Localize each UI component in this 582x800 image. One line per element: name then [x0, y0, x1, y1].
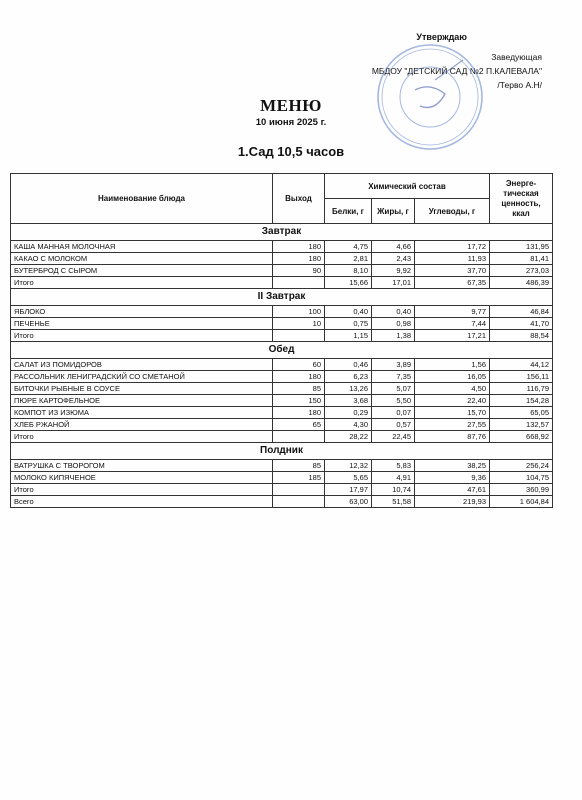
dish-name: КАКАО С МОЛОКОМ	[11, 253, 273, 265]
dish-fat: 5,50	[372, 395, 415, 407]
menu-subtitle: 1.Сад 10,5 часов	[237, 144, 345, 159]
total-label: Итого	[11, 431, 273, 443]
dish-carbs: 9,36	[415, 472, 490, 484]
dish-protein: 0,46	[325, 359, 372, 371]
dish-name: ПЮРЕ КАРТОФЕЛЬНОЕ	[11, 395, 273, 407]
dish-carbs: 16,05	[415, 371, 490, 383]
dish-yield: 150	[273, 395, 325, 407]
dish-fat: 5,07	[372, 383, 415, 395]
dish-protein: 13,26	[325, 383, 372, 395]
dish-yield: 185	[273, 472, 325, 484]
dish-fat: 0,57	[372, 419, 415, 431]
total-protein: 15,66	[325, 277, 372, 289]
dish-protein: 5,65	[325, 472, 372, 484]
dish-fat: 4,91	[372, 472, 415, 484]
dish-protein: 8,10	[325, 265, 372, 277]
total-protein: 28,22	[325, 431, 372, 443]
total-fat: 10,74	[372, 484, 415, 496]
total-energy: 360,99	[490, 484, 553, 496]
table-row	[11, 265, 553, 277]
dish-energy: 46,84	[490, 306, 553, 318]
table-row	[11, 419, 553, 431]
page-title: МЕНЮ	[260, 96, 322, 115]
dish-carbs: 11,93	[415, 253, 490, 265]
dish-yield: 180	[273, 371, 325, 383]
dish-fat: 4,66	[372, 241, 415, 253]
dish-protein: 4,30	[325, 419, 372, 431]
dish-yield: 90	[273, 265, 325, 277]
grand-total-yield-empty	[273, 496, 325, 508]
table-row	[11, 241, 553, 253]
dish-carbs: 1,56	[415, 359, 490, 371]
dish-protein: 3,68	[325, 395, 372, 407]
section-header-row	[11, 289, 553, 306]
total-yield-empty	[273, 277, 325, 289]
section-total-row	[11, 484, 553, 496]
total-carbs: 17,21	[415, 330, 490, 342]
grand-total-carbs: 219,93	[415, 496, 490, 508]
total-energy: 486,39	[490, 277, 553, 289]
menu-table-body	[11, 224, 553, 508]
total-carbs: 67,35	[415, 277, 490, 289]
dish-energy: 41,70	[490, 318, 553, 330]
total-fat: 1,38	[372, 330, 415, 342]
dish-carbs: 27,55	[415, 419, 490, 431]
col-header-chemical: Химический состав	[325, 174, 490, 199]
dish-energy: 116,79	[490, 383, 553, 395]
table-row	[11, 359, 553, 371]
dish-fat: 9,92	[372, 265, 415, 277]
section-title: II Завтрак	[11, 289, 553, 306]
dish-name: САЛАТ ИЗ ПОМИДОРОВ	[11, 359, 273, 371]
dish-carbs: 7,44	[415, 318, 490, 330]
dish-yield: 10	[273, 318, 325, 330]
dish-fat: 2,43	[372, 253, 415, 265]
dish-name: КАША МАННАЯ МОЛОЧНАЯ	[11, 241, 273, 253]
col-header-carbs: Углеводы, г	[415, 199, 490, 224]
dish-protein: 6,23	[325, 371, 372, 383]
approval-organization: МБДОУ "ДЕТСКИЙ САД №2 П.КАЛЕВАЛА"	[371, 66, 542, 76]
total-label: Итого	[11, 277, 273, 289]
document-header	[0, 96, 582, 159]
menu-table	[10, 173, 553, 508]
dish-energy: 65,05	[490, 407, 553, 419]
grand-total-energy: 1 604,84	[490, 496, 553, 508]
total-label: Итого	[11, 484, 273, 496]
table-row	[11, 253, 553, 265]
table-row	[11, 383, 553, 395]
dish-energy: 131,95	[490, 241, 553, 253]
section-title: Полдник	[11, 443, 553, 460]
col-header-protein: Белки, г	[325, 199, 372, 224]
table-row	[11, 395, 553, 407]
section-header-row	[11, 224, 553, 241]
dish-protein: 0,40	[325, 306, 372, 318]
total-energy: 668,92	[490, 431, 553, 443]
menu-date: 10 июня 2025 г.	[255, 117, 327, 128]
dish-carbs: 15,70	[415, 407, 490, 419]
dish-protein: 12,32	[325, 460, 372, 472]
grand-total-row	[11, 496, 553, 508]
table-row	[11, 407, 553, 419]
dish-yield: 100	[273, 306, 325, 318]
grand-total-label: Всего	[11, 496, 273, 508]
dish-yield: 60	[273, 359, 325, 371]
section-total-row	[11, 330, 553, 342]
total-yield-empty	[273, 484, 325, 496]
total-label: Итого	[11, 330, 273, 342]
dish-yield: 180	[273, 253, 325, 265]
dish-fat: 0,40	[372, 306, 415, 318]
dish-energy: 104,75	[490, 472, 553, 484]
dish-yield: 65	[273, 419, 325, 431]
dish-carbs: 22,40	[415, 395, 490, 407]
section-total-row	[11, 431, 553, 443]
total-protein: 1,15	[325, 330, 372, 342]
dish-name: МОЛОКО КИПЯЧЕНОЕ	[11, 472, 273, 484]
dish-energy: 44,12	[490, 359, 553, 371]
approval-position: Заведующая	[491, 52, 542, 62]
table-row	[11, 318, 553, 330]
dish-energy: 256,24	[490, 460, 553, 472]
col-header-yield: Выход	[273, 174, 325, 224]
dish-name: БУТЕРБРОД С СЫРОМ	[11, 265, 273, 277]
total-yield-empty	[273, 431, 325, 443]
dish-protein: 2,81	[325, 253, 372, 265]
total-carbs: 47,61	[415, 484, 490, 496]
dish-fat: 0,07	[372, 407, 415, 419]
dish-carbs: 9,77	[415, 306, 490, 318]
dish-fat: 7,35	[372, 371, 415, 383]
section-title: Завтрак	[11, 224, 553, 241]
total-energy: 88,54	[490, 330, 553, 342]
dish-carbs: 38,25	[415, 460, 490, 472]
dish-carbs: 17,72	[415, 241, 490, 253]
col-header-name: Наименование блюда	[11, 174, 273, 224]
col-header-energy: Энерге-тическая ценность, ккал	[490, 174, 553, 224]
dish-energy: 154,28	[490, 395, 553, 407]
dish-fat: 3,89	[372, 359, 415, 371]
table-row	[11, 371, 553, 383]
dish-yield: 85	[273, 460, 325, 472]
section-title: Обед	[11, 342, 553, 359]
section-total-row	[11, 277, 553, 289]
dish-yield: 180	[273, 407, 325, 419]
total-carbs: 87,76	[415, 431, 490, 443]
dish-protein: 0,29	[325, 407, 372, 419]
dish-carbs: 4,50	[415, 383, 490, 395]
total-fat: 22,45	[372, 431, 415, 443]
total-yield-empty	[273, 330, 325, 342]
dish-name: БИТОЧКИ РЫБНЫЕ В СОУСЕ	[11, 383, 273, 395]
dish-name: ЯБЛОКО	[11, 306, 273, 318]
grand-total-fat: 51,58	[372, 496, 415, 508]
dish-protein: 4,75	[325, 241, 372, 253]
dish-energy: 132,57	[490, 419, 553, 431]
col-header-fat: Жиры, г	[372, 199, 415, 224]
total-protein: 17,97	[325, 484, 372, 496]
section-header-row	[11, 342, 553, 359]
dish-yield: 85	[273, 383, 325, 395]
total-fat: 17,01	[372, 277, 415, 289]
table-row	[11, 306, 553, 318]
dish-name: РАССОЛЬНИК ЛЕНИГРАДСКИЙ СО СМЕТАНОЙ	[11, 371, 273, 383]
table-row	[11, 460, 553, 472]
dish-fat: 0,98	[372, 318, 415, 330]
dish-name: ПЕЧЕНЬЕ	[11, 318, 273, 330]
dish-energy: 81,41	[490, 253, 553, 265]
dish-fat: 5,83	[372, 460, 415, 472]
dish-name: ВАТРУШКА С ТВОРОГОМ	[11, 460, 273, 472]
approval-title: Утверждаю	[416, 32, 467, 42]
dish-carbs: 37,70	[415, 265, 490, 277]
dish-yield: 180	[273, 241, 325, 253]
dish-energy: 273,03	[490, 265, 553, 277]
dish-name: ХЛЕБ РЖАНОЙ	[11, 419, 273, 431]
dish-protein: 0,75	[325, 318, 372, 330]
grand-total-protein: 63,00	[325, 496, 372, 508]
dish-energy: 156,11	[490, 371, 553, 383]
table-row	[11, 472, 553, 484]
approval-signature-name: /Терво А.Н/	[497, 80, 542, 90]
section-header-row	[11, 443, 553, 460]
dish-name: КОМПОТ ИЗ ИЗЮМА	[11, 407, 273, 419]
